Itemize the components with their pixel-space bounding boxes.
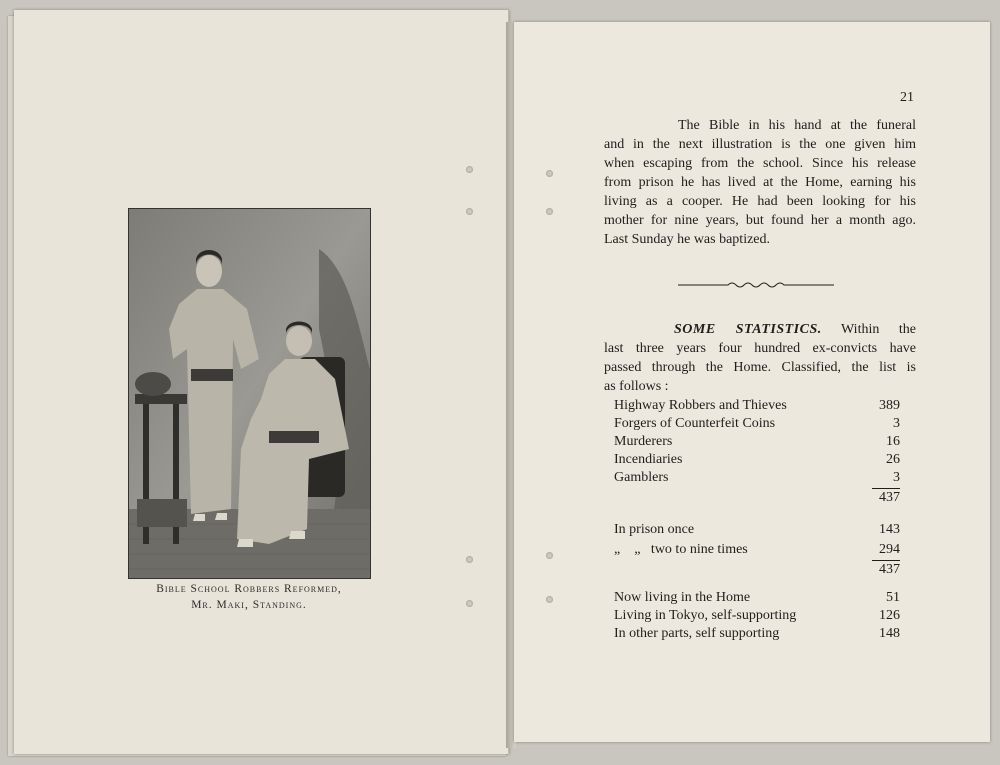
row-value: 126 [879, 608, 900, 623]
row-value: 143 [879, 522, 900, 537]
prison-total: 437 [879, 562, 900, 577]
row-value: 294 [879, 542, 900, 557]
paragraph-line: when escaping from the school. Since his release [604, 156, 916, 171]
binding-hole [466, 208, 473, 215]
statistics-heading: SOME STATISTICS. [674, 322, 822, 337]
photo-caption-line1: Bible School Robbers Reformed, [156, 583, 342, 595]
binding-hole [466, 556, 473, 563]
row-label: Incendiaries [614, 452, 683, 467]
paragraph-line: The Bible in his hand at the funeral [678, 118, 916, 133]
binding-hole [546, 552, 553, 559]
row-label: Forgers of Counterfeit Coins [614, 416, 776, 431]
statistics-intro-line: passed through the Home. Classified, the list is [604, 360, 916, 375]
row-label: Living in Tokyo, self-supporting [614, 608, 797, 623]
paragraph-line: mother for nine years, but found her a month ago. [604, 213, 916, 228]
photograph-two-men [128, 208, 371, 579]
row-label: Highway Robbers and Thieves [614, 398, 787, 413]
photograph-illustration [129, 209, 370, 578]
binding-hole [546, 596, 553, 603]
decorative-wave-rule [678, 279, 834, 289]
paragraph-line: from prison he has lived at the Home, earning his [604, 175, 916, 190]
binding-hole [466, 600, 473, 607]
row-label: „ „ two to nine times [614, 542, 748, 557]
statistics-intro-line: last three years four hundred ex-convicts have [604, 341, 916, 356]
row-label: Gamblers [614, 470, 669, 485]
page-number: 21 [900, 90, 914, 105]
narrative-paragraph [604, 116, 916, 249]
row-value: 148 [879, 626, 900, 641]
row-value: 3 [893, 416, 900, 431]
row-label: Now living in the Home [614, 590, 751, 605]
binding-hole [546, 170, 553, 177]
sum-rule [872, 488, 900, 489]
row-label: In other parts, self supporting [614, 626, 780, 641]
row-label: In prison once [614, 522, 695, 537]
row-value: 26 [886, 452, 900, 467]
statistics-intro-line: Within the [841, 322, 916, 337]
row-value: 16 [886, 434, 900, 449]
statistics-intro-line: as follows : [604, 379, 669, 394]
paragraph-line: living as a cooper. He had been looking for his [604, 194, 916, 209]
row-value: 389 [879, 398, 900, 413]
binding-hole [466, 166, 473, 173]
statistics-intro [604, 320, 916, 396]
binding-hole [546, 208, 553, 215]
row-value: 3 [893, 470, 900, 485]
paragraph-line: and in the next illustration is the one given him [604, 137, 916, 152]
row-label: Murderers [614, 434, 673, 449]
row-value: 51 [886, 590, 900, 605]
crime-total: 437 [879, 490, 900, 505]
sum-rule [872, 560, 900, 561]
paragraph-line: Last Sunday he was baptized. [604, 232, 771, 247]
photo-caption-line2: Mr. Maki, Standing. [191, 599, 307, 611]
